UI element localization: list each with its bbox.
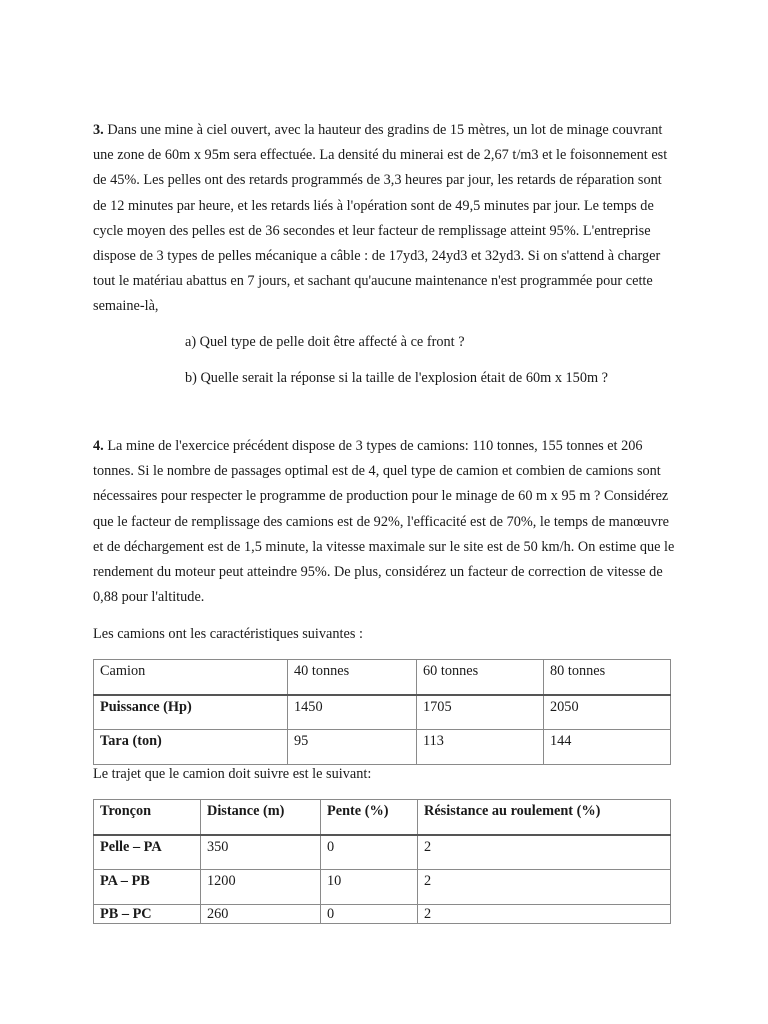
route-header-cell: Distance (m) bbox=[201, 800, 321, 835]
trucks-row-label: Tara (ton) bbox=[94, 730, 288, 765]
table-row bbox=[94, 695, 671, 730]
trucks-cell: 1450 bbox=[288, 695, 417, 730]
trucks-cell: 1705 bbox=[417, 695, 544, 730]
trucks-header-cell: 60 tonnes bbox=[417, 660, 544, 695]
trucks-cell: 113 bbox=[417, 730, 544, 765]
route-cell: 2 bbox=[418, 835, 671, 870]
route-cell: 10 bbox=[321, 870, 418, 905]
route-header-cell: Tronçon bbox=[94, 800, 201, 835]
trucks-row-label: Puissance (Hp) bbox=[94, 695, 288, 730]
exercise-3-paragraph bbox=[93, 118, 675, 320]
route-cell: 260 bbox=[201, 905, 321, 924]
trucks-cell: 144 bbox=[544, 730, 671, 765]
trucks-cell: 95 bbox=[288, 730, 417, 765]
trucks-header-cell: Camion bbox=[94, 660, 288, 695]
exercise-4-number: 4. bbox=[93, 438, 104, 454]
trucks-header-cell: 40 tonnes bbox=[288, 660, 417, 695]
route-segment: PA – PB bbox=[94, 870, 201, 905]
trucks-table-header bbox=[94, 660, 671, 695]
route-cell: 0 bbox=[321, 835, 418, 870]
route-intro: Le trajet que le camion doit suivre est le suivant: bbox=[93, 766, 372, 782]
exercise-3-question-a: a) Quel type de pelle doit être affecté à ce front ? bbox=[185, 334, 465, 350]
exercise-3-text: Dans une mine à ciel ouvert, avec la hauteur des gradins de 15 mètres, un lot de minage couvrant une zone de 60m x 95m sera effectuée. La densité du minerai est de 2,67 t/m3 et le foisonnement est de 45%. Les pelles ont des retards programmés de 3,3 heures par jour, les retards de réparation sont de 12 minutes par heure, et les retards liés à l'opération sont de 49,5 minutes par jour. Le temps de cycle moyen des pelles est de 36 secondes et leur facteur de remplissage atteint 95%. L'entreprise dispose de 3 types de pelles mécanique a câble : de 17yd3, 24yd3 et 32yd3. Si on s'attend à charger tout le matériau abattus en 7 jours, et sachant qu'aucune maintenance n'est programmée pour cette semaine-là, bbox=[93, 122, 668, 315]
trucks-intro: Les camions ont les caractéristiques suivantes : bbox=[93, 626, 363, 642]
trucks-header-cell: 80 tonnes bbox=[544, 660, 671, 695]
route-cell: 2 bbox=[418, 870, 671, 905]
route-segment: PB – PC bbox=[94, 905, 201, 924]
route-cell: 2 bbox=[418, 905, 671, 924]
table-row bbox=[94, 905, 671, 924]
table-row bbox=[94, 730, 671, 765]
route-header-cell: Pente (%) bbox=[321, 800, 418, 835]
exercise-4-text: La mine de l'exercice précédent dispose de 3 types de camions: 110 tonnes, 155 tonnes et 206 tonnes. Si le nombre de passages optimal est de 4, quel type de camion et combien de camions sont nécessaires pour respecter le programme de production pour le minage de 60 m x 95 m ? Considérez que le facteur de remplissage des camions est de 92%, l'efficacité est de 70%, le temps de manœuvre et de déchargement est de 1,5 minute, la vitesse maximale sur le site est de 50 km/h. On estime que le rendement du moteur peut atteindre 95%. De plus, considérez un facteur de correction de vitesse de 0,88 pour l'altitude. bbox=[93, 438, 675, 606]
table-row bbox=[94, 835, 671, 870]
table-row bbox=[94, 870, 671, 905]
trucks-cell: 2050 bbox=[544, 695, 671, 730]
route-cell: 350 bbox=[201, 835, 321, 870]
route-cell: 0 bbox=[321, 905, 418, 924]
route-header-cell: Résistance au roulement (%) bbox=[418, 800, 671, 835]
exercise-3-question-b: b) Quelle serait la réponse si la taille de l'explosion était de 60m x 150m ? bbox=[185, 370, 609, 386]
trucks-table bbox=[93, 659, 671, 765]
exercise-4-paragraph bbox=[93, 434, 675, 610]
route-cell: 1200 bbox=[201, 870, 321, 905]
route-table bbox=[93, 799, 671, 924]
exercise-3-number: 3. bbox=[93, 122, 104, 138]
route-segment: Pelle – PA bbox=[94, 835, 201, 870]
route-table-header bbox=[94, 800, 671, 835]
